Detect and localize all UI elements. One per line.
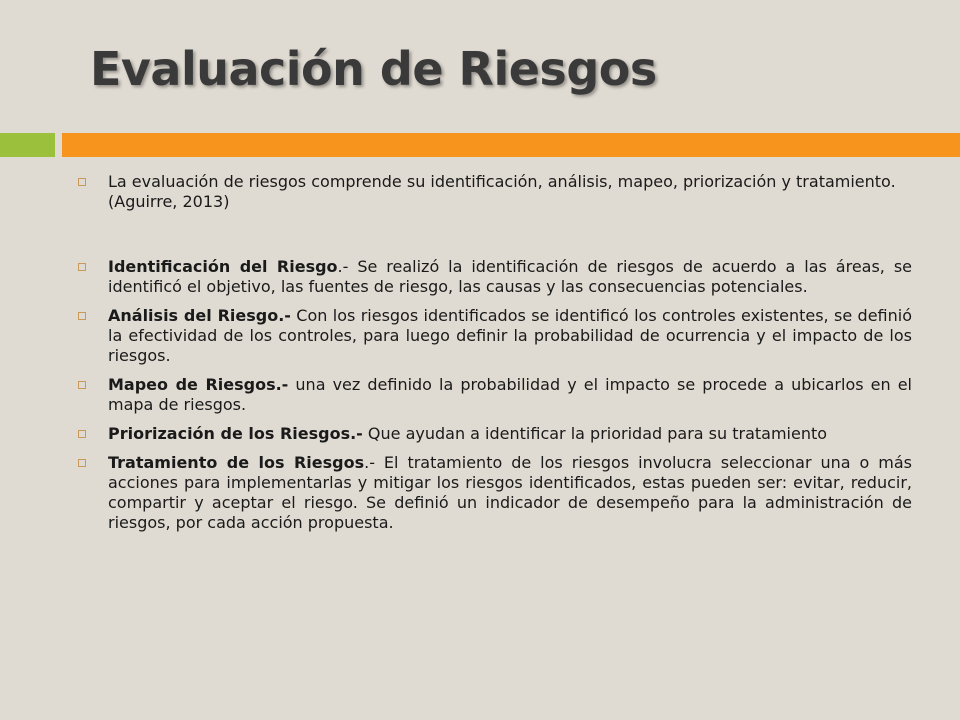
bullet-square-icon — [78, 178, 86, 186]
bullet-square-icon — [78, 430, 86, 438]
bullet-item-intro — [76, 172, 912, 212]
bullet-term: Priorización de los Riesgos.- — [108, 424, 363, 443]
bullet-text: Que ayudan a identificar la prioridad para su tratamiento — [362, 424, 828, 443]
bullet-square-icon — [78, 263, 86, 271]
bullet-text: Con los riesgos identificados se identificó los controles existentes, se definió la efectividad de los controles, para luego definir la probabilidad de ocurrencia y el impacto de los riesgos. — [108, 306, 913, 365]
bullet-item-mapeo — [76, 375, 912, 415]
bullet-text: La evaluación de riesgos comprende su identificación, análisis, mapeo, priorización y tratamiento. (Aguirre, 2013) — [108, 172, 896, 211]
bullet-item-identificacion — [76, 257, 912, 297]
bullet-item-priorizacion — [76, 424, 912, 444]
bullet-term: Tratamiento de los Riesgos — [108, 453, 365, 472]
bullet-item-analisis — [76, 306, 912, 366]
bullet-term: Identificación del Riesgo — [108, 257, 338, 276]
bullet-term: Análisis del Riesgo.- — [108, 306, 291, 325]
bullet-square-icon — [78, 381, 86, 389]
slide-title: Evaluación de Riesgos — [90, 42, 657, 96]
accent-bar-green — [0, 133, 55, 157]
bullet-item-tratamiento — [76, 453, 912, 533]
bullet-square-icon — [78, 459, 86, 467]
bullet-term: Mapeo de Riesgos.- — [108, 375, 289, 394]
bullet-text: una vez definido la probabilidad y el impacto se procede a ubicarlos en el mapa de riesgos. — [108, 375, 913, 414]
bullet-square-icon — [78, 312, 86, 320]
bullet-list — [76, 172, 912, 542]
accent-bar-orange — [62, 133, 960, 157]
bullet-text: .- Se realizó la identificación de riesgos de acuerdo a las áreas, se identificó el objetivo, las fuentes de riesgo, las causas y las consecuencias potenciales. — [108, 257, 913, 296]
bullet-text: .- El tratamiento de los riesgos involucra seleccionar una o más acciones para implementarlas y mitigar los riesgos identificados, estas pueden ser: evitar, reducir, compartir y aceptar el riesgo. Se definió un indicador de desempeño para la administración de riesgos, por cada acción propuesta. — [108, 453, 912, 532]
